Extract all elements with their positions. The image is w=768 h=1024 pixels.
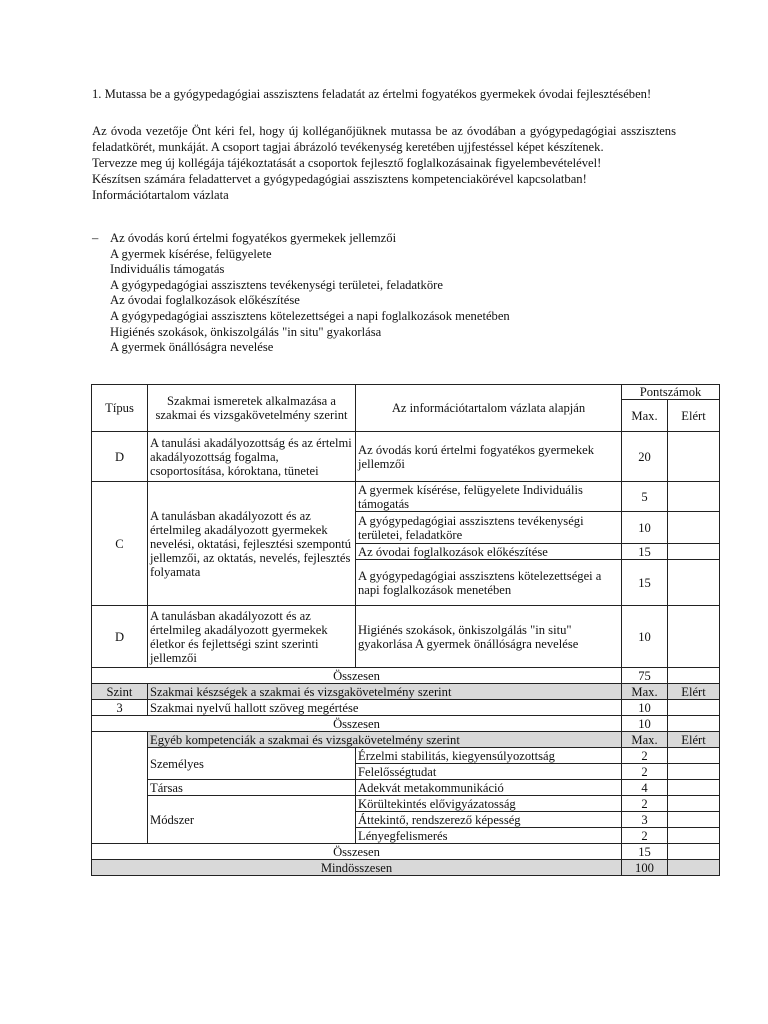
total-achieved [668,844,720,860]
question-title: 1. Mutassa be a gyógypedagógiai asszisztens feladatát az értelmi fogyatékos gyermekek óvodai fejlesztésében! [92,87,652,101]
dash-bullet: – [92,231,99,245]
outline-list [92,231,676,356]
group-description: A tanulási akadályozottság és az értelmi akadályozottság fogalma, csoportosítása, kóroktana, tünetei [148,432,356,482]
outline-item: Az óvodai foglalkozások előkészítése [110,293,300,308]
info-item: A gyermek kísérése, felügyelete Individuális támogatás [356,482,622,512]
total-max: 10 [622,716,668,732]
skill-level: 3 [92,700,148,716]
intro-line: Információtartalom vázlata [92,188,229,202]
task-description [92,123,676,203]
achieved-score [668,560,720,606]
competency-item: Áttekintő, rendszerező képesség [356,812,622,828]
skill-text: Szakmai nyelvű hallott szöveg megértése [148,700,622,716]
achieved-score [668,482,720,512]
competency-achieved [668,748,720,764]
max-score: 10 [622,512,668,544]
grand-total-label: Mindösszesen [92,860,622,876]
header-szakmai: Szakmai ismeretek alkalmazása a szakmai és vizsgakövetelmény szerint [148,385,356,432]
skills-szint-header: Szint [92,684,148,700]
competency-category: Módszer [148,796,356,844]
info-item: Az óvodás korú értelmi fogyatékos gyermekek jellemzői [356,432,622,482]
achieved-score [668,544,720,560]
total-max: 15 [622,844,668,860]
competency-max: 3 [622,812,668,828]
competency-max: 2 [622,828,668,844]
intro-line: Tervezze meg új kollégája tájékoztatását a csoportok fejlesztő foglalkozásainak figyelembevételével! [92,156,602,170]
group-description: A tanulásban akadályozott és az értelmileg akadályozott gyermekek nevelési, oktatási, fejlesztési szempontú jellemzői, az oktatás, nevelés, fejlesztés folyamata [148,482,356,606]
competency-achieved [668,780,720,796]
total-label: Összesen [92,716,622,732]
competency-header: Egyéb kompetenciák a szakmai és vizsgakövetelmény szerint [148,732,622,748]
total-label: Összesen [92,844,622,860]
group-type: D [92,606,148,668]
group-type: C [92,482,148,606]
competency-blank [92,732,148,844]
competency-item: Felelősségtudat [356,764,622,780]
competency-elert-header: Elért [668,732,720,748]
skills-elert-header: Elért [668,684,720,700]
intro-paragraph: Az óvoda vezetője Önt kéri fel, hogy új kolléganőjüknek mutassa be az óvodában a gyógypedagógiai asszisztens feladatkörét, munkáját. A csoport tagjai ábrázoló tevékenység keretében ujjfestéssel képet készítenek. [92,124,676,154]
competency-item: Körültekintés elővigyázatosság [356,796,622,812]
skill-max: 10 [622,700,668,716]
skill-achieved [668,700,720,716]
competency-item: Érzelmi stabilitás, kiegyensúlyozottság [356,748,622,764]
group-type: D [92,432,148,482]
info-item: A gyógypedagógiai asszisztens tevékenységi területei, feladatköre [356,512,622,544]
outline-item: Az óvodás korú értelmi fogyatékos gyermekek jellemzői [110,231,397,245]
outline-item: A gyermek önállóságra nevelése [110,340,274,355]
skills-header: Szakmai készségek a szakmai és vizsgakövetelmény szerint [148,684,622,700]
max-score: 15 [622,560,668,606]
grand-total-achieved [668,860,720,876]
info-item: A gyógypedagógiai asszisztens kötelezettségei a napi foglalkozások menetében [356,560,622,606]
achieved-score [668,606,720,668]
total-label: Összesen [92,668,622,684]
info-item: Az óvodai foglalkozások előkészítése [356,544,622,560]
outline-item: A gyermek kísérése, felügyelete [110,246,272,261]
competency-item: Lényegfelismerés [356,828,622,844]
competency-achieved [668,764,720,780]
outline-item: Higiénés szokások, önkiszolgálás "in situ" gyakorlása [110,324,382,339]
competency-achieved [668,812,720,828]
total-achieved [668,668,720,684]
header-info: Az információtartalom vázlata alapján [356,385,622,432]
max-score: 15 [622,544,668,560]
header-pontszamok: Pontszámok [622,385,720,400]
intro-line: Készítsen számára feladattervet a gyógypedagógiai asszisztens kompetenciakörével kapcsolatban! [92,172,587,186]
max-score: 5 [622,482,668,512]
max-score: 10 [622,606,668,668]
header-elert: Elért [668,400,720,432]
competency-category: Társas [148,780,356,796]
competency-item: Adekvát metakommunikáció [356,780,622,796]
competency-max: 2 [622,764,668,780]
competency-max: 4 [622,780,668,796]
competency-category: Személyes [148,748,356,780]
info-item: Higiénés szokások, önkiszolgálás "in situ" gyakorlása A gyermek önállóságra nevelése [356,606,622,668]
outline-item: A gyógypedagógiai asszisztens kötelezettségei a napi foglalkozások menetében [110,308,510,323]
competency-achieved [668,828,720,844]
competency-max-header: Max. [622,732,668,748]
achieved-score [668,512,720,544]
max-score: 20 [622,432,668,482]
achieved-score [668,432,720,482]
competency-max: 2 [622,796,668,812]
skills-max-header: Max. [622,684,668,700]
outline-item: A gyógypedagógiai asszisztens tevékenységi területei, feladatköre [110,277,443,292]
group-description: A tanulásban akadályozott és az értelmileg akadályozott gyermekek életkor és fejlettségi szint szerinti jellemzői [148,606,356,668]
scoring-table [91,384,720,876]
header-tipus: Típus [92,385,148,432]
total-achieved [668,716,720,732]
competency-max: 2 [622,748,668,764]
total-max: 75 [622,668,668,684]
outline-item: Individuális támogatás [110,262,225,277]
competency-achieved [668,796,720,812]
grand-total-max: 100 [622,860,668,876]
header-max: Max. [622,400,668,432]
